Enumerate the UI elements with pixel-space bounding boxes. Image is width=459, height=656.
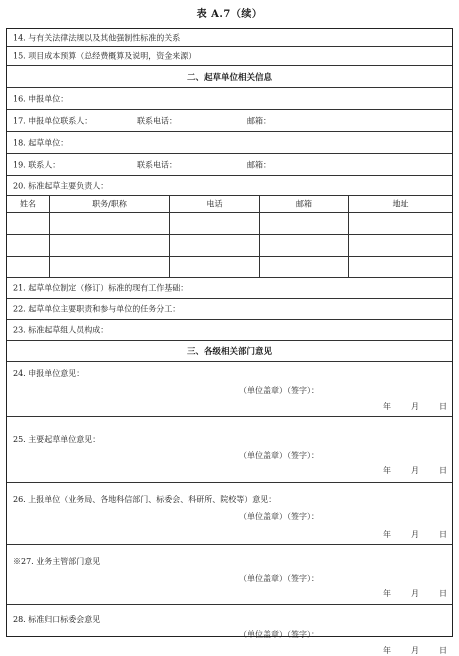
row-22-label: 22. 起草单位主要职责和参与单位的任务分工： <box>13 304 181 314</box>
row-23 <box>7 319 452 340</box>
row-23-label: 23. 标准起草组人员构成： <box>13 325 109 335</box>
opinion-26-seal: （单位盖章）（签字）： <box>239 512 319 521</box>
column-address <box>348 196 452 277</box>
opinion-26-month: 月 <box>411 530 419 539</box>
header-email: 邮箱 <box>296 199 312 209</box>
row-17 <box>7 109 452 131</box>
opinion-25-day: 日 <box>439 466 447 475</box>
opinion-27-label: ※27. 业务主管部门意见 <box>13 557 101 566</box>
header-name: 姓名 <box>20 199 36 209</box>
opinion-block-24 <box>7 361 452 416</box>
row-17-email-label: 邮箱： <box>247 116 271 125</box>
opinion-27-year: 年 <box>383 589 391 598</box>
opinion-28-seal: （单位盖章）（签字）： <box>239 630 319 639</box>
header-title: 职务/职称 <box>92 199 127 209</box>
opinion-26-day: 日 <box>439 530 447 539</box>
row-16-label: 16. 申报单位： <box>13 94 69 103</box>
row-21 <box>7 277 452 298</box>
column-name <box>7 196 49 277</box>
opinion-25-label: 25. 主要起草单位意见： <box>13 435 101 444</box>
opinion-28-year: 年 <box>383 646 391 655</box>
staff-table <box>7 195 452 277</box>
opinion-25-seal: （单位盖章）（签字）： <box>239 451 319 460</box>
opinion-28-day: 日 <box>439 646 447 655</box>
row-18 <box>7 131 452 153</box>
header-phone: 电话 <box>206 199 223 209</box>
row-16 <box>7 87 452 109</box>
opinion-26-label: 26. 上报单位（业务局、各地科信部门、标委会、科研所、院校等）意见： <box>13 495 277 504</box>
row-21-label: 21. 起草单位制定（修订）标准的现有工作基础： <box>13 283 189 293</box>
header-address: 地址 <box>392 199 409 209</box>
opinion-24-year: 年 <box>383 402 391 411</box>
opinion-24-month: 月 <box>411 402 419 411</box>
opinion-24-day: 日 <box>439 402 447 411</box>
opinion-27-seal: （单位盖章）（签字）： <box>239 574 319 583</box>
section-3-title: 三、各级相关部门意见 <box>186 347 272 357</box>
opinion-block-27 <box>7 544 452 604</box>
opinion-28-label: 28. 标准归口标委会意见 <box>13 615 101 624</box>
row-19-contact-label: 19. 联系人： <box>13 160 61 169</box>
row-14 <box>7 29 452 46</box>
table-row <box>7 234 452 235</box>
opinion-25-year: 年 <box>383 466 391 475</box>
row-17-contact-label: 17. 申报单位联系人： <box>13 116 93 125</box>
section-2-title: 二、起草单位相关信息 <box>186 72 272 83</box>
row-15-label: 15. 项目成本预算（总经费概算及说明，资金来源） <box>13 51 197 61</box>
row-14-label: 14. 与有关法律法规以及其他强制性标准的关系 <box>13 33 181 42</box>
section-heading-drafting-units <box>7 65 452 87</box>
row-17-phone-label: 联系电话： <box>137 116 177 125</box>
opinion-block-26 <box>7 482 452 544</box>
opinion-27-day: 日 <box>439 589 447 598</box>
opinion-27-month: 月 <box>411 589 419 598</box>
table-row <box>7 256 452 257</box>
opinion-24-label: 24. 申报单位意见： <box>13 369 85 378</box>
opinion-28-month: 月 <box>411 646 419 655</box>
column-email <box>259 196 348 277</box>
row-18-label: 18. 起草单位： <box>13 138 69 147</box>
opinion-26-year: 年 <box>383 530 391 539</box>
column-title <box>49 196 169 277</box>
opinion-25-month: 月 <box>411 466 419 475</box>
row-19-phone-label: 联系电话： <box>137 160 177 169</box>
row-20 <box>7 175 452 195</box>
table-row <box>7 212 452 213</box>
table-title: 表 A.7（续） <box>196 9 263 20</box>
application-form-table <box>6 28 453 655</box>
row-19-email-label: 邮箱： <box>247 160 271 169</box>
section-heading-opinions <box>7 340 452 361</box>
row-19 <box>7 153 452 175</box>
column-phone <box>169 196 259 277</box>
row-15 <box>7 46 452 65</box>
opinion-block-28 <box>7 604 452 655</box>
opinion-24-seal: （单位盖章）（签字）： <box>239 386 319 395</box>
opinion-block-25 <box>7 416 452 482</box>
row-22 <box>7 298 452 319</box>
row-20-label: 20. 标准起草主要负责人： <box>13 181 109 190</box>
